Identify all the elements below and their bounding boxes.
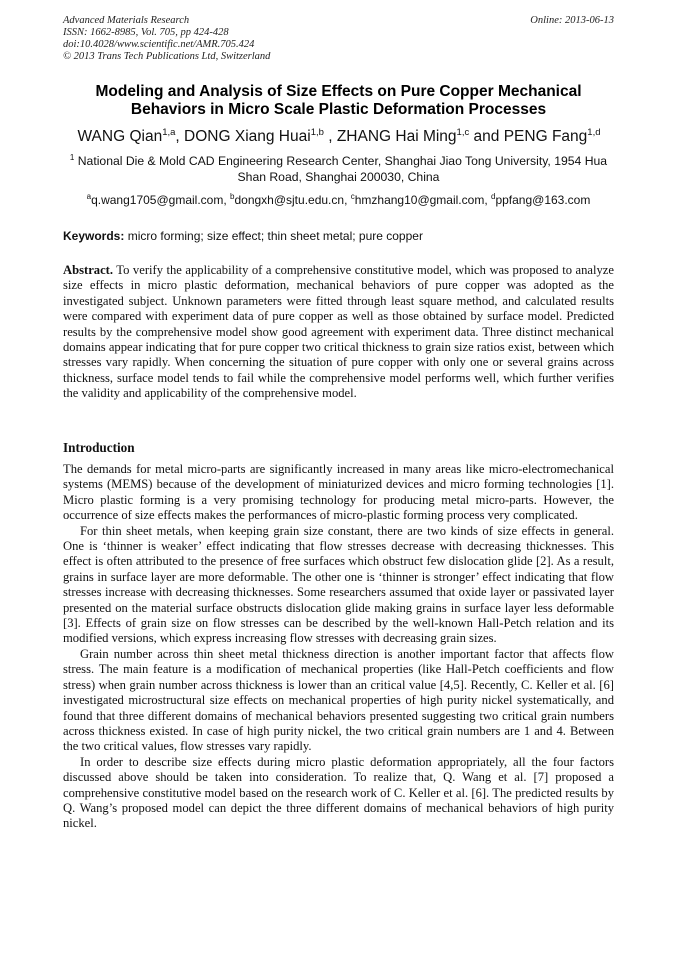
intro-paragraph-1: The demands for metal micro-parts are significantly increased in many areas like micro-electromechanical systems (MEMS) because of the development of miniaturized devices and micro forming technologies [1]. Micro plastic forming is a very promising technology for producing metal micro-parts. However, the occurrence of size effects makes the performances of micro-plastic forming process very complicated. (63, 462, 614, 523)
email-address: ppfang@163.com (495, 193, 591, 207)
author-name: WANG Qian (77, 128, 163, 145)
author-name: PENG Fang (503, 128, 588, 145)
abstract (63, 263, 614, 402)
paper-title: Modeling and Analysis of Size Effects on Pure Copper Mechanical Behaviors in Micro Scale Plastic Deformation Processes (95, 83, 582, 118)
intro-paragraph-4: In order to describe size effects during micro plastic deformation appropriately, all the four factors discussed above should be taken into consideration. To realize that, Q. Wang et al. [7] proposed a comprehensive constitutive model based on the research work of C. Keller et al. [6]. The predicted results by Q. Wang’s proposed model can depict the three different domains of mechanical behaviors of high purity nickel. (63, 754, 614, 831)
email-address: q.wang1705@gmail.com (91, 193, 224, 207)
author-separator: , (175, 128, 185, 145)
doi-line: doi:10.4028/www.scientific.net/AMR.705.424 (63, 39, 255, 50)
journal-name: Advanced Materials Research (63, 15, 190, 26)
email-list (63, 192, 614, 208)
section-heading-introduction: Introduction (63, 440, 135, 455)
email-address: hmzhang10@gmail.com (354, 193, 485, 207)
intro-paragraph-3: Grain number across thin sheet metal thickness direction is another important factor that affects flow stress. The main feature is a modification of mechanical properties (like Hall-Petch coefficients and flow stress) when grain number across thickness is lower than an critical value [4,5]. Recently, C. Keller et al. [6] investigated microstructural size effects on mechanical properties of high purity nickel systematically, and found that three different domains of mechanical behaviors presented suggesting two critical grain numbers across thickness existed. In case of high purity nickel, the two critical grain numbers are 1 and 4. Between the two critical values, flow stresses vary rapidly. (63, 646, 614, 754)
author-name: ZHANG Hai Ming (336, 128, 457, 145)
author-list (40, 127, 638, 147)
keywords (63, 228, 614, 244)
author-affiliation-mark: 1,b (310, 127, 324, 138)
abstract-label: Abstract. (63, 263, 114, 277)
email-separator: , (484, 193, 491, 207)
keywords-label: Keywords: (63, 229, 125, 243)
abstract-text: To verify the applicability of a comprehensive constitutive model, which was proposed to analyze size effects in micro plastic deformation, mechanical behaviors of pure copper was adopted as the investigated subject. Unknown parameters were fitted through least square method, and calculated results were compared with experiment data of pure copper as well as those obtained by surface model. Predicted results by the comprehensive model show good agreement with experiment data. Three distinct mechanical domains appear indicating that for pure copper two critical thickness to grain size ratios exist, between which stresses vary rapidly. When concerning the situation of pure copper with only one or several grains across thickness, surface model tends to fail while the comprehensive model performs well, which further verifies the validity and applicability of the comprehensive model. (63, 263, 614, 401)
email-mark: a (86, 192, 92, 201)
introduction-body (63, 462, 614, 832)
author-affiliation-mark: 1,a (162, 127, 176, 138)
author-separator: and (469, 128, 504, 145)
affiliation-line-1 (63, 153, 614, 169)
keywords-text: micro forming; size effect; thin sheet metal; pure copper (124, 229, 423, 243)
email-address: dongxh@sjtu.edu.cn (234, 193, 345, 207)
author-separator: , (323, 128, 337, 145)
author-name: DONG Xiang Huai (184, 128, 311, 145)
online-date: Online: 2013-06-13 (530, 15, 614, 26)
journal-header (63, 15, 614, 63)
email-separator: , (344, 193, 351, 207)
email-mark: d (490, 192, 496, 201)
issn-line: ISSN: 1662-8985, Vol. 705, pp 424-428 (63, 27, 229, 38)
intro-paragraph-2: For thin sheet metals, when keeping grain size constant, there are two kinds of size effects in general. One is ‘thinner is weaker’ effect indicating that flow stresses decrease with decreasing thicknesses. This effect is often attributed to the presence of free surfaces which obstruct few dislocation glide [2]. As a result, grains in surface layer are more deformable. The other one is ‘thinner is stronger’ effect indicating that flow stresses increase with decreasing thicknesses. Some researchers assumed that oxide layer or passivated layer presented on the material surface obstructs dislocation glide making grains in surface layer less deformable [3]. Effects of grain size on flow stresses can be described by the well-known Hall-Petch relation and its modified versions, which express increasing flow stresses with decreasing grain sizes. (63, 523, 614, 646)
copyright-line: © 2013 Trans Tech Publications Ltd, Switzerland (63, 51, 271, 62)
affiliation-line-2: Shan Road, Shanghai 200030, China (237, 170, 440, 184)
affiliation (63, 153, 614, 185)
author-affiliation-mark: 1,d (587, 127, 601, 138)
email-mark: b (230, 192, 235, 201)
email-mark: c (350, 192, 355, 201)
email-separator: , (223, 193, 231, 207)
affiliation-mark: 1 (69, 153, 75, 162)
affiliation-text: National Die & Mold CAD Engineering Research Center, Shanghai Jiao Tong University, 1954 Hua (74, 154, 608, 168)
author-affiliation-mark: 1,c (456, 127, 470, 138)
